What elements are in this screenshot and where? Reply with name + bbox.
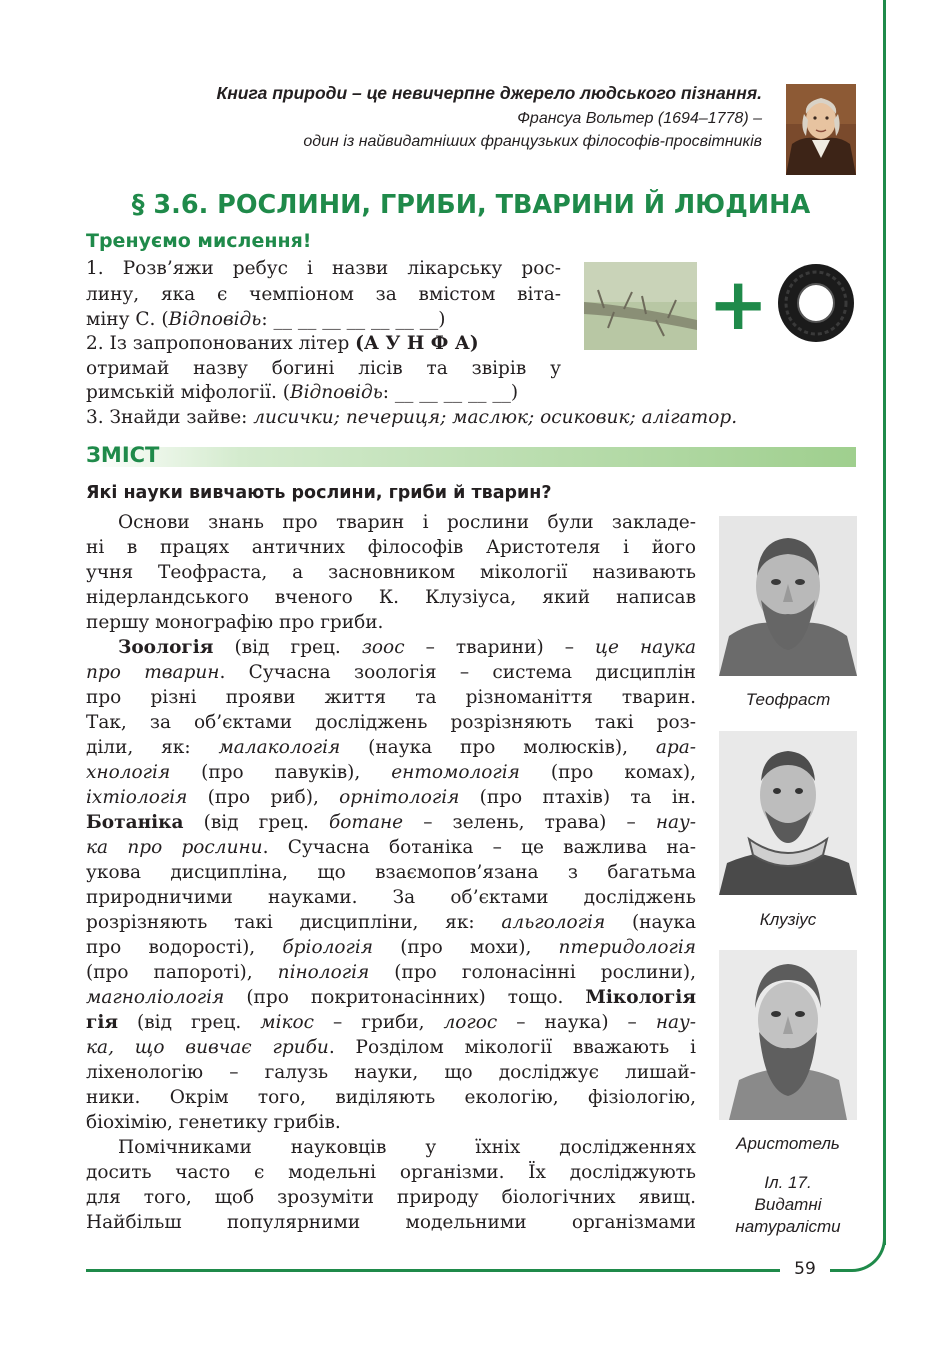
para1-line: Основи знань про тварин і рослини були закладе-: [118, 512, 696, 533]
aristotle-portrait: [719, 950, 857, 1120]
para2-line: природничими науками. За об’єктами досліджень: [86, 887, 696, 908]
para2-line: про водорості), бріологія (про мохи), птеридологія: [86, 937, 697, 958]
tire-image: [776, 262, 856, 344]
para2-line: хнологія (про павуків), ентомологія (про комах),: [86, 762, 696, 783]
para2-line: ліхенологію – галузь науки, що досліджує лишай-: [86, 1062, 696, 1083]
question-heading: Які науки вивчають рослини, гриби й тварин?: [86, 483, 552, 503]
epigraph-author: Франсуа Вольтер (1694–1778) –: [517, 110, 762, 127]
task1-line3: міну С. (Відповідь: __ __ __ __ __ __ __): [86, 309, 446, 330]
para1-line: учня Теофраста, а засновником мікології називають: [86, 562, 696, 583]
clusius-portrait: [719, 731, 857, 895]
para2-line: (про папороті), пінологія (про голонасінні рослини),: [86, 962, 696, 983]
training-heading: Тренуємо мислення!: [86, 230, 312, 252]
theophrastus-portrait: [719, 516, 857, 676]
para2-line: діли, як: малакологія (наука про молюсків), ара-: [86, 737, 696, 758]
page-frame-right: [883, 0, 886, 1245]
para2-line: Так, за об’єктами досліджень розрізняють такі роз-: [86, 712, 696, 733]
para2-line: магноліологія (про покритонасінних) тощо. Мікологія: [86, 987, 696, 1008]
figure-caption: [713, 1172, 863, 1238]
para3-line: Найбільш популярними модельними організмами: [86, 1212, 696, 1233]
voltaire-portrait: [786, 84, 856, 175]
section-band: [86, 447, 856, 467]
rebus-plus-sign: +: [708, 262, 769, 346]
section-title: § 3.6. РОСЛИНИ, ГРИБИ, ТВАРИНИ Й ЛЮДИНА: [131, 190, 811, 220]
task2-line1: 2. Із запропонованих літер (А У Н Ф А): [86, 333, 479, 354]
para2-line: укова дисципліна, що взаємопов’язана з багатьма: [86, 862, 696, 883]
para2-line: про тварин. Сучасна зоологія – система дисциплін: [86, 662, 696, 683]
caption-clusius: Клузіус: [759, 910, 817, 929]
para2-line: ка, що вивчає гриби. Розділом мікології вважають і: [86, 1037, 696, 1058]
task2-line2: отримай назву богині лісів та звірів у: [86, 358, 561, 379]
para1-line: першу монографію про гриби.: [86, 612, 384, 633]
epigraph-quote: Книга природи – це невичерпне джерело людського пізнання.: [216, 83, 762, 103]
para2-line: Зоологія (від грец. зоос – тварини) – це наука: [118, 637, 696, 658]
figure-caption-number: Іл. 17.: [764, 1173, 812, 1192]
caption-theophrastus: Теофраст: [745, 690, 831, 709]
para3-line: досить часто є модельні організми. Їх досліджують: [86, 1162, 696, 1183]
epigraph-role: один із найвидатніших французьких філософів-просвітників: [303, 133, 762, 150]
para2-line: біохімію, генетику грибів.: [86, 1112, 341, 1133]
task3-line: 3. Знайди зайве: лисички; печериця; маслюк; осиковик; алігатор.: [86, 407, 738, 428]
para3-line: для того, щоб зрозуміти природу біологічних явищ.: [86, 1187, 696, 1208]
para2-line: ка про рослини. Сучасна ботаніка – це важлива на-: [86, 837, 696, 858]
para3-line: Помічниками науковців у їхніх дослідженнях: [118, 1137, 696, 1158]
figure-caption-line: натуралісти: [735, 1217, 841, 1236]
thorn-branch-image: [584, 262, 697, 350]
section-label: ЗМІСТ: [86, 443, 160, 467]
para2-line: Ботаніка (від грец. ботане – зелень, трава) – нау-: [86, 812, 697, 833]
page-number: 59: [794, 1259, 816, 1279]
para1-line: нідерландського вченого К. Клузіуса, який написав: [86, 587, 696, 608]
page-frame-bottom: [86, 1269, 780, 1272]
task1-line1: 1. Розв’яжи ребус і назви лікарську рос-: [86, 258, 561, 279]
task1-line2: лину, яка є чемпіоном за вмістом віта-: [86, 284, 561, 305]
figure-caption-line: Видатні: [754, 1195, 822, 1214]
para2-line: гія (від грец. мікос – гриби, логос – наука) – нау-: [86, 1012, 697, 1033]
caption-aristotle: Аристотель: [736, 1134, 840, 1153]
para2-line: про різні прояви життя та різноманіття тварин.: [86, 687, 696, 708]
task2-line3: римській міфології. (Відповідь: __ __ __ __ __): [86, 382, 519, 403]
para2-line: ники. Окрім того, виділяють екологію, фізіологію,: [86, 1087, 696, 1108]
para2-line: розрізняють такі дисципліни, як: альгологія (наука: [86, 912, 697, 933]
para1-line: ні в працях античних філософів Аристотеля і його: [86, 537, 696, 558]
para2-line: іхтіологія (про риб), орнітологія (про птахів) та ін.: [86, 787, 696, 808]
